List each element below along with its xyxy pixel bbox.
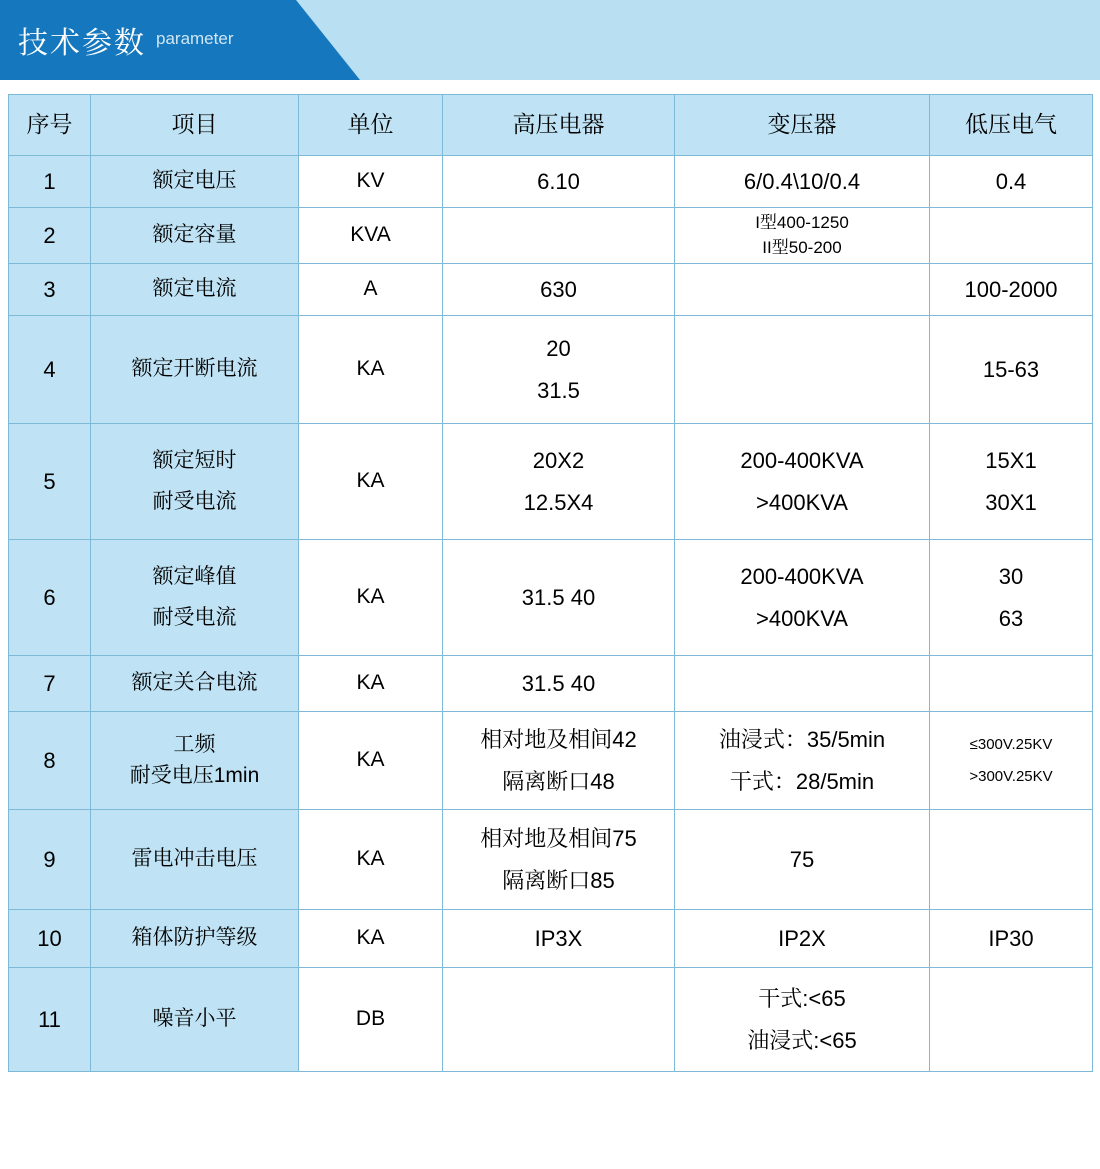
table-row [9,968,1093,1072]
row-unit: A [299,264,443,316]
row-hv: 6.10 [443,156,675,208]
row-item: 雷电冲击电压 [91,810,299,910]
row-transformer-line1: 干式:<65 [758,985,846,1011]
table-row [9,264,1093,316]
row-hv-line1: 20X2 [532,447,585,473]
row-item: 噪音小平 [91,968,299,1072]
spacer [445,365,672,375]
row-item: 额定开断电流 [91,316,299,424]
row-no: 3 [9,264,91,316]
row-unit: KV [299,156,443,208]
table-header-row [9,95,1093,156]
spacer [93,593,296,603]
header-cell-transformer: 变压器 [675,95,930,156]
row-item: 额定容量 [91,208,299,264]
spacer [445,477,672,487]
row-unit: KA [299,910,443,968]
table-row [9,424,1093,540]
row-no: 11 [9,968,91,1072]
row-no: 9 [9,810,91,910]
table-row [9,712,1093,810]
row-transformer: IP2X [675,910,930,968]
row-transformer [675,656,930,712]
header-cell-item: 项目 [91,95,299,156]
row-lv-line1: 15X1 [985,447,1037,473]
row-lv [930,540,1093,656]
table-row [9,540,1093,656]
row-hv-line2: 隔离断口48 [502,768,615,794]
header-cell-lv: 低压电气 [930,95,1093,156]
row-no: 5 [9,424,91,540]
row-lv-line1: ≤300V.25KV [969,735,1053,753]
row-transformer-line2: 油浸式:<65 [747,1027,857,1053]
row-item [91,712,299,810]
row-no: 1 [9,156,91,208]
row-transformer-line2: 干式：28/5min [729,768,875,794]
row-transformer [675,208,930,264]
row-transformer-line2: >400KVA [756,605,848,631]
banner-heading [18,0,233,80]
page-banner [0,0,1100,80]
row-transformer [675,968,930,1072]
row-item-line2: 耐受电流 [152,489,237,513]
row-no: 4 [9,316,91,424]
spacer [677,477,927,487]
row-lv [930,424,1093,540]
table-row [9,656,1093,712]
spacer [932,756,1090,766]
row-item: 额定电压 [91,156,299,208]
row-unit: KA [299,424,443,540]
row-hv [443,424,675,540]
header-cell-no: 序号 [9,95,91,156]
row-item-line2: 耐受电流 [152,605,237,629]
row-lv [930,810,1093,910]
row-transformer-line1: 200-400KVA [740,447,864,473]
row-transformer-line2: >400KVA [756,489,848,515]
row-transformer-line2: II型50-200 [762,237,842,257]
row-hv [443,712,675,810]
row-hv: IP3X [443,910,675,968]
row-hv: 31.5 40 [443,540,675,656]
row-hv-line1: 相对地及相间75 [480,825,637,851]
table-row [9,810,1093,910]
banner-title-cn: 技术参数 [18,27,146,60]
row-lv-line2: >300V.25KV [969,767,1053,785]
row-hv: 31.5 40 [443,656,675,712]
row-hv-line1: 20 [546,335,571,361]
table-row [9,208,1093,264]
row-unit: KA [299,656,443,712]
row-item: 额定关合电流 [91,656,299,712]
spacer [677,756,927,766]
row-transformer [675,316,930,424]
row-hv-line2: 12.5X4 [523,489,594,515]
header-cell-unit: 单位 [299,95,443,156]
row-item [91,540,299,656]
spacer [932,593,1090,603]
spacer [93,477,296,487]
spacer [445,855,672,865]
row-item-line1: 额定峰值 [152,565,237,589]
row-no: 10 [9,910,91,968]
row-transformer [675,540,930,656]
row-transformer-line1: I型400-1250 [755,212,849,232]
row-lv: 100-2000 [930,264,1093,316]
row-transformer [675,712,930,810]
banner-title-en: parameter [156,29,234,48]
row-hv [443,208,675,264]
row-lv: IP30 [930,910,1093,968]
table-row [9,316,1093,424]
row-item-line2: 耐受电压1min [129,763,260,787]
row-no: 7 [9,656,91,712]
row-unit: KVA [299,208,443,264]
spacer [677,1015,927,1025]
row-item: 箱体防护等级 [91,910,299,968]
row-transformer-line1: 油浸式：35/5min [718,726,886,752]
row-hv [443,316,675,424]
table-row [9,910,1093,968]
row-transformer [675,264,930,316]
row-unit: KA [299,712,443,810]
spacer [677,593,927,603]
row-item [91,424,299,540]
technical-parameter-table [8,94,1093,1072]
row-no: 8 [9,712,91,810]
row-item-line1: 额定短时 [152,449,237,473]
row-unit: KA [299,316,443,424]
row-hv [443,810,675,910]
row-hv [443,968,675,1072]
row-hv: 630 [443,264,675,316]
row-lv [930,208,1093,264]
row-transformer: 6/0.4\10/0.4 [675,156,930,208]
row-lv-line2: 63 [998,605,1024,631]
row-lv [930,656,1093,712]
row-lv: 15-63 [930,316,1093,424]
row-transformer-line1: 200-400KVA [740,563,864,589]
row-item: 额定电流 [91,264,299,316]
row-transformer: 75 [675,810,930,910]
row-lv-line1: 30 [998,563,1024,589]
row-no: 6 [9,540,91,656]
row-lv-line2: 30X1 [985,489,1037,515]
row-lv [930,968,1093,1072]
row-lv: 0.4 [930,156,1093,208]
table-row [9,156,1093,208]
spacer [932,477,1090,487]
spacer [445,756,672,766]
row-unit: KA [299,540,443,656]
row-hv-line2: 31.5 [537,377,580,403]
header-cell-hv: 高压电器 [443,95,675,156]
row-transformer [675,424,930,540]
row-no: 2 [9,208,91,264]
row-hv-line1: 相对地及相间42 [480,726,637,752]
row-hv-line2: 隔离断口85 [502,867,615,893]
row-unit: DB [299,968,443,1072]
row-item-line1: 工频 [173,733,216,757]
row-lv [930,712,1093,810]
spec-table-wrapper [0,80,1100,1072]
row-unit: KA [299,810,443,910]
